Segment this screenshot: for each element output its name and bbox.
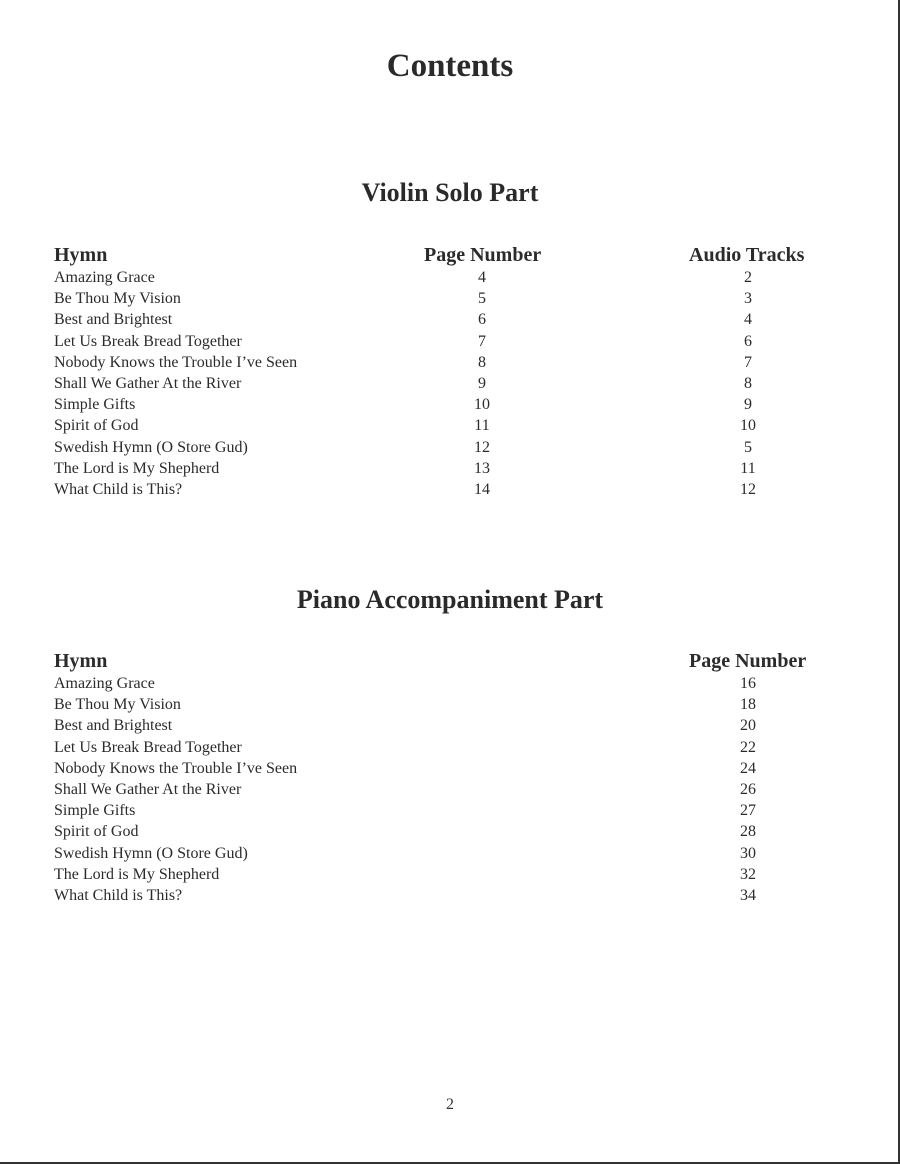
audio-track-cell: 11 (740, 459, 756, 477)
table-row (54, 288, 854, 309)
piano-contents-table (54, 649, 854, 906)
page-number-cell: 9 (478, 374, 486, 392)
hymn-title: What Child is This? (54, 886, 183, 904)
table-row (54, 758, 854, 779)
hymn-title: The Lord is My Shepherd (54, 865, 220, 883)
audio-track-cell: 5 (744, 438, 752, 456)
page-number-cell: 34 (740, 886, 756, 904)
table-row (54, 373, 854, 394)
audio-track-cell: 9 (744, 396, 752, 414)
page-number-cell: 16 (740, 675, 756, 692)
piano-table-header (54, 649, 854, 673)
page-number-cell: 30 (740, 844, 756, 862)
page-number-cell: 24 (740, 759, 756, 777)
hymn-title: Swedish Hymn (O Store Gud) (54, 844, 248, 862)
hymn-title: The Lord is My Shepherd (54, 459, 220, 477)
hymn-title: Nobody Knows the Trouble I’ve Seen (54, 353, 298, 371)
audio-track-cell: 6 (744, 332, 752, 350)
page-number-cell: 10 (474, 396, 490, 414)
column-header-hymn: Hymn (54, 244, 108, 266)
table-row (54, 437, 854, 458)
page-number-cell: 13 (474, 459, 490, 477)
hymn-title: Nobody Knows the Trouble I’ve Seen (54, 759, 298, 777)
page-number-cell: 28 (740, 823, 756, 841)
violin-section-title: Violin Solo Part (361, 178, 539, 207)
table-row (54, 821, 854, 842)
hymn-title: Simple Gifts (54, 802, 136, 820)
hymn-title: Best and Brightest (54, 717, 173, 735)
table-row (54, 331, 854, 352)
page-number-cell: 6 (478, 311, 486, 329)
audio-track-cell: 12 (740, 480, 756, 498)
violin-rows (54, 267, 854, 500)
page-number: 2 (446, 1096, 454, 1113)
hymn-title: Spirit of God (54, 823, 139, 841)
hymn-title: Let Us Break Bread Together (54, 332, 242, 350)
page-title: Contents (386, 48, 514, 84)
page-number-cell: 12 (474, 438, 490, 456)
column-header-page-number: Page Number (424, 244, 542, 266)
hymn-title: Shall We Gather At the River (54, 780, 242, 798)
table-row (54, 673, 854, 694)
audio-track-cell: 4 (744, 311, 752, 329)
page-number-cell: 7 (478, 332, 486, 350)
hymn-title: Simple Gifts (54, 396, 136, 414)
piano-rows (54, 673, 854, 906)
hymn-title: Be Thou My Vision (54, 696, 181, 714)
hymn-title: Best and Brightest (54, 311, 173, 329)
table-row (54, 267, 854, 288)
column-header-hymn: Hymn (54, 650, 108, 672)
page-number-cell: 4 (478, 269, 486, 286)
audio-track-cell: 2 (744, 269, 752, 286)
audio-track-cell: 7 (744, 353, 752, 371)
table-row (54, 864, 854, 885)
column-header-page-number: Page Number (689, 650, 807, 672)
hymn-title: Shall We Gather At the River (54, 374, 242, 392)
table-row (54, 479, 854, 500)
table-row (54, 715, 854, 736)
hymn-title: What Child is This? (54, 480, 183, 498)
table-row (54, 737, 854, 758)
table-row (54, 779, 854, 800)
page-number-cell: 26 (740, 780, 756, 798)
hymn-title: Spirit of God (54, 417, 139, 435)
page-number-cell: 27 (740, 802, 756, 820)
piano-section-title: Piano Accompaniment Part (296, 585, 604, 614)
table-row (54, 885, 854, 906)
table-row (54, 800, 854, 821)
hymn-title: Swedish Hymn (O Store Gud) (54, 438, 248, 456)
column-header-audio-tracks: Audio Tracks (689, 244, 805, 266)
page-number-cell: 14 (474, 480, 490, 498)
hymn-title: Be Thou My Vision (54, 290, 181, 308)
table-row (54, 352, 854, 373)
page-number-cell: 20 (740, 717, 756, 735)
table-row (54, 309, 854, 330)
audio-track-cell: 8 (744, 374, 752, 392)
table-row (54, 394, 854, 415)
page-number-cell: 32 (740, 865, 756, 883)
audio-track-cell: 3 (744, 290, 752, 308)
table-row (54, 415, 854, 436)
table-row (54, 694, 854, 715)
hymn-title: Let Us Break Bread Together (54, 738, 242, 756)
page-number-cell: 8 (478, 353, 486, 371)
page-number-cell: 5 (478, 290, 486, 308)
violin-contents-table (54, 243, 854, 500)
table-row (54, 843, 854, 864)
page-number-cell: 11 (474, 417, 490, 435)
page-number-cell: 22 (740, 738, 756, 756)
hymn-title: Amazing Grace (54, 269, 155, 286)
hymn-title: Amazing Grace (54, 675, 155, 692)
audio-track-cell: 10 (740, 417, 756, 435)
table-row (54, 458, 854, 479)
violin-table-header (54, 243, 854, 267)
page-number-cell: 18 (740, 696, 756, 714)
